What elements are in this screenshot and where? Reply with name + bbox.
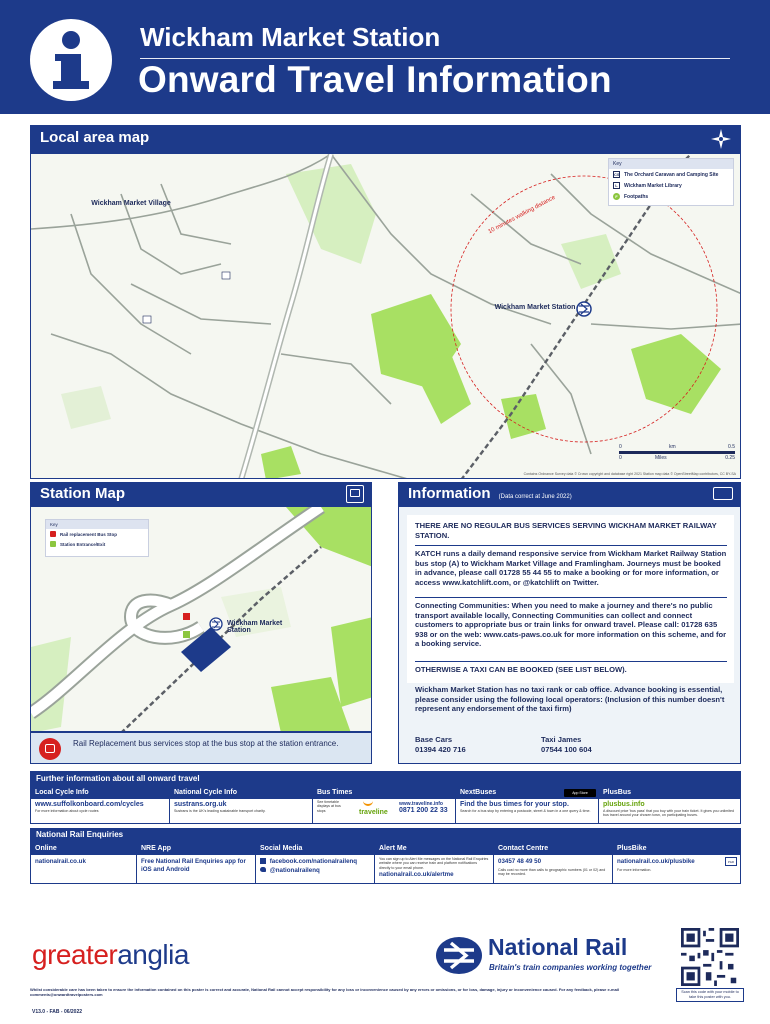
key-item-footpaths xyxy=(609,191,733,202)
no-bus-notice: THERE ARE NO REGULAR BUS SERVICES SERVING WICKHAM MARKET RAILWAY STATION. xyxy=(415,521,717,540)
cell-description: Search for a bus stop by entering a postcode, street & town in a one query & time. xyxy=(460,809,591,813)
qr-code-icon[interactable] xyxy=(680,928,740,986)
cell-description: See timetable displays at bus stops xyxy=(317,800,341,813)
divider xyxy=(415,597,727,598)
information-header xyxy=(398,482,741,506)
facebook-text: facebook.com/nationalrailenq xyxy=(269,858,358,865)
library-icon: L xyxy=(613,182,620,189)
national-rail-tagline: Britain's train companies working together xyxy=(489,963,652,972)
taxi-phone: 01394 420 716 xyxy=(415,745,466,754)
plusbus-link[interactable]: plusbus.info xyxy=(603,801,645,808)
cell-description: Calls cost no more than calls to geographic numbers (01 or 02) and may be recorded. xyxy=(498,867,606,876)
key-item-caravan xyxy=(609,169,733,180)
key-item-replacement-bus xyxy=(46,529,148,539)
traveline-link[interactable]: www.traveline.info xyxy=(399,801,443,807)
cell-heading: National Cycle Info xyxy=(170,787,312,799)
cell-heading: PlusBike xyxy=(613,843,740,855)
footpath-icon: F xyxy=(613,193,620,200)
poster-header xyxy=(0,0,770,114)
nextbuses xyxy=(456,787,599,823)
key-label: The Orchard Caravan and Camping Site xyxy=(624,171,719,178)
taxi-operator xyxy=(415,735,466,755)
disclaimer: Whilst considerable care has been taken to ensure the information contained on this poster is correct and accurate, National Rail cannot accept responsibility for any loss or inconvenience caused by any errors or omissions, or for loss, damage, injury or inconvenience caused. For any feedback, please e-mail comments@onwardtravelposters.com xyxy=(30,987,620,997)
connecting-communities: Connecting Communities: When you need to make a journey and there's no public transport available locally, Connecting Communities can collect and connect customers to appropriate bus or train links for onward travel. Please call: 01728 635 938 or on the web: www.cats-paws.co.uk for more information on this scheme, and for a booking service. xyxy=(415,601,727,649)
local-cycle-info xyxy=(31,787,170,823)
nre-online xyxy=(31,843,137,883)
logo-part-2: anglia xyxy=(117,939,189,970)
national-rail-wordmark: National Rail xyxy=(488,934,628,960)
taxi-intro: Wickham Market Station has no taxi rank or cab office. Advance booking is essential, please consider using the following local operators: (Inclusion of this number doesn't represent any endorsement of the taxi firm) xyxy=(415,685,725,714)
nre-contact-centre xyxy=(494,843,613,883)
alertme-link[interactable]: nationalrail.co.uk/alertme xyxy=(379,871,454,879)
traveline-logo-icon: traveline xyxy=(359,801,393,821)
nre-app-text: Free National Rail Enquiries app for iOS and Android xyxy=(141,858,246,873)
cell-description: A discount price 'bus pass' that you buy with your train ticket. It gives you unlimited bus travel around your chosen town, on participating buses. xyxy=(603,809,735,818)
nre-app xyxy=(137,843,256,883)
poster-version: V13.0 - FAB - 06/2022 xyxy=(32,1009,83,1015)
station-entrance-icon xyxy=(50,541,56,547)
key-label: Footpaths xyxy=(624,193,649,200)
further-info-title: Further information about all onward travel xyxy=(30,771,741,786)
map-scale: 0 km 0.5 0 Miles 0.25 xyxy=(619,444,735,461)
plusbus xyxy=(599,787,740,823)
taxi-name: Base Cars xyxy=(415,735,453,744)
local-map-key xyxy=(608,158,734,206)
bus-times xyxy=(313,787,456,823)
station-map[interactable] xyxy=(30,506,372,732)
station-map-header xyxy=(30,482,372,506)
cell-heading: NextBuses xyxy=(456,787,598,799)
key-item-library xyxy=(609,180,733,191)
further-info-row xyxy=(30,786,741,824)
walking-distance-label: 10 minutes walking distance xyxy=(487,194,557,236)
local-map-header xyxy=(30,125,741,153)
logo-part-1: greater xyxy=(32,939,118,970)
local-map-title: Local area map xyxy=(40,129,150,146)
greater-anglia-logo xyxy=(32,939,189,971)
bus-icon xyxy=(713,487,733,500)
cell-heading: NRE App xyxy=(137,843,255,855)
katch-service: KATCH runs a daily demand responsive service from Wickham Market Railway Station bus stop (A) to Wickham Market Village and Framlingham. Journeys must be booked in advance, please call 01728 55 44 55 to make a booking or for more information, or access www.katchlift.com, or @katchlift on Twitter. xyxy=(415,549,727,587)
station-name: Wickham Market Station xyxy=(140,22,441,52)
cell-heading: Bus Times xyxy=(313,787,455,799)
key-heading: Key xyxy=(46,520,148,529)
taxi-name: Taxi James xyxy=(541,735,582,744)
compass-icon xyxy=(711,129,731,149)
contact-phone: 03457 48 49 50 xyxy=(498,858,542,865)
divider xyxy=(415,661,727,662)
cell-heading: PlusBus xyxy=(599,787,740,799)
information-date: (Data correct at June 2022) xyxy=(498,494,572,500)
local-area-map[interactable] xyxy=(30,153,741,479)
taxi-phone: 07544 100 604 xyxy=(541,745,592,754)
cycle-link[interactable]: www.suffolkonboard.com/cycles xyxy=(35,801,144,808)
bus-stop-icon xyxy=(346,485,364,503)
poster-title: Onward Travel Information xyxy=(138,59,612,100)
traveline-phone: 0871 200 22 33 xyxy=(399,807,448,814)
key-label: Rail replacement Bus Stop xyxy=(60,531,118,537)
cell-heading: Alert Me xyxy=(375,843,493,855)
cell-description: For more information. xyxy=(617,867,652,872)
twitter-link[interactable] xyxy=(256,866,374,875)
caravan-site-icon: CS xyxy=(614,172,620,177)
replacement-bus-stop-icon xyxy=(50,531,56,537)
qr-instructions: Scan this code with your mobile to take this poster with you. xyxy=(676,988,744,1002)
cell-description: Sustrans is the UK's leading sustainable transport charity. xyxy=(174,809,266,813)
rail-replacement-bus-icon xyxy=(39,738,61,760)
national-cycle-info xyxy=(170,787,313,823)
information-title xyxy=(408,485,572,502)
key-heading: Key xyxy=(609,159,733,169)
national-rail-arrow-icon xyxy=(436,937,482,974)
taxi-notice: OTHERWISE A TAXI CAN BE BOOKED (SEE LIST BELOW). xyxy=(415,665,627,674)
station-map-title: Station Map xyxy=(40,485,125,502)
plusbike-link[interactable]: nationalrail.co.uk/plusbike xyxy=(617,858,695,865)
facebook-icon xyxy=(260,858,266,864)
station-map-label: Wickham Market Station xyxy=(494,304,576,311)
taxi-operator xyxy=(541,735,592,755)
station-map-key xyxy=(45,519,149,557)
nre-plusbike xyxy=(613,843,740,883)
nre-alert-me xyxy=(375,843,494,883)
facebook-link[interactable] xyxy=(256,855,374,866)
sustrans-link[interactable]: sustrans.org.uk xyxy=(174,801,227,808)
cell-heading: Contact Centre xyxy=(494,843,612,855)
map-copyright: Contains Ordnance Survey data © Crown copyright and database right 2021 Station map data © OpenStreetMap contributors, CC BY-SA xyxy=(523,472,736,476)
rail-replacement-text: Rail Replacement bus services stop at the bus stop at the station entrance. xyxy=(73,739,339,748)
information-notices xyxy=(407,515,734,683)
nre-social xyxy=(256,843,375,883)
cell-description: You can sign up to Alert Me messages on the National Rail Enquiries website where you can receive train and platform notifications directly to your email phone. xyxy=(379,857,489,870)
information-title-text: Information xyxy=(408,485,491,502)
place-label-village: Wickham Market Village xyxy=(91,200,171,207)
nre-row xyxy=(30,842,741,884)
key-label: Wickham Market Library xyxy=(624,182,682,189)
key-item-entrance xyxy=(46,539,148,549)
nextbuses-main: Find the bus times for your stop. xyxy=(460,801,569,808)
rail-replacement-notice xyxy=(30,732,372,764)
twitter-text: @nationalrailenq xyxy=(269,866,320,874)
plusbike-icon: P&R xyxy=(725,857,737,866)
key-label: Station Entrance/Exit xyxy=(60,541,106,547)
cell-heading: Social Media xyxy=(256,843,374,855)
station-label: Wickham Market Station xyxy=(227,620,283,634)
information-panel xyxy=(398,506,741,764)
cell-heading: Local Cycle Info xyxy=(31,787,169,799)
information-icon xyxy=(30,19,112,101)
cell-heading: Online xyxy=(31,843,136,855)
nre-title: National Rail Enquiries xyxy=(30,828,741,842)
nre-website-link[interactable]: nationalrail.co.uk xyxy=(35,858,86,865)
divider xyxy=(415,545,727,546)
twitter-icon xyxy=(260,867,266,872)
cell-description: For more information about cycle routes xyxy=(35,809,99,813)
app-store-badge[interactable]: App Store xyxy=(564,789,596,797)
